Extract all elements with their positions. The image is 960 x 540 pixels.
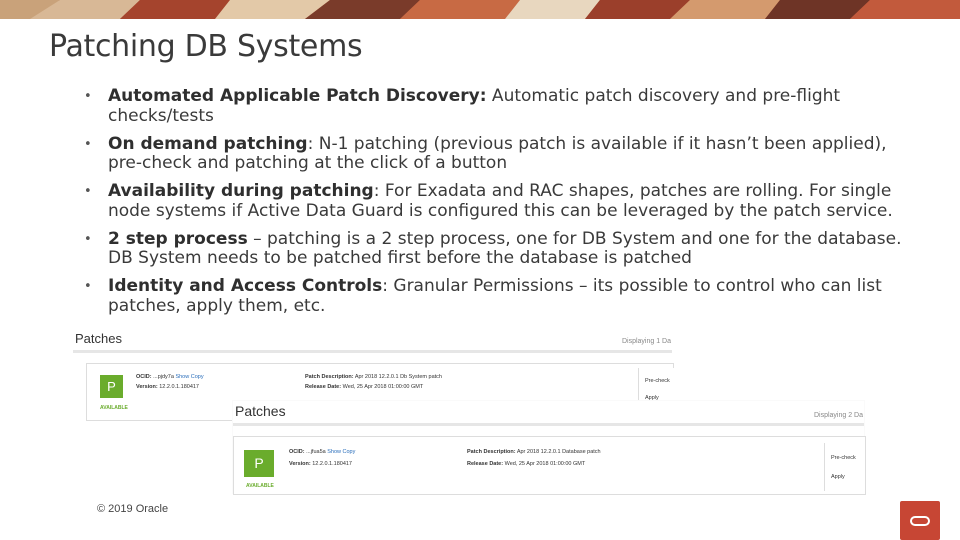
page-title: Patching DB Systems (49, 29, 363, 64)
bullet-item (84, 230, 914, 269)
apply-action[interactable]: Apply (645, 395, 659, 401)
version-line (136, 384, 199, 390)
patches-screenshot-database (233, 401, 864, 493)
bullet-text: : Granular Permissions – its possible to control who can list patches, apply them, etc. (108, 276, 882, 316)
ocid-line (289, 449, 355, 455)
bullet-dot-icon: • (84, 89, 92, 104)
show-link[interactable]: Show (175, 374, 190, 380)
bullet-term: 2 step process (108, 228, 248, 249)
bullet-text: : For Exadata and RAC shapes, patches are rolling. For single node systems if Active Data Guard is configured this can be leveraged by the patch service. (108, 181, 893, 221)
patch-avatar: P (100, 375, 123, 398)
description-label: Patch Description: (467, 449, 516, 455)
patches-header: Patches (75, 331, 122, 346)
decorative-banner (0, 0, 960, 19)
patches-header: Patches (235, 403, 286, 419)
version-label: Version: (136, 384, 158, 390)
patch-row (233, 436, 866, 495)
ocid-label: OCID: (136, 374, 152, 380)
actions-menu (824, 443, 865, 491)
bullet-text: Automatic patch discovery and pre-flight checks/tests (108, 86, 841, 126)
status-available: AVAILABLE (246, 483, 274, 489)
release-label: Release Date: (305, 384, 342, 390)
oracle-logo-icon (900, 501, 940, 540)
precheck-action[interactable]: Pre-check (831, 455, 856, 461)
description-line (305, 374, 442, 380)
apply-action[interactable]: Apply (831, 474, 845, 480)
table-header-band (233, 423, 864, 426)
bullet-term: On demand patching (108, 133, 308, 154)
bullet-dot-icon: • (84, 136, 92, 152)
show-link[interactable]: Show (327, 449, 341, 455)
bullet-item (84, 135, 914, 174)
release-label: Release Date: (467, 461, 504, 467)
bullet-item (84, 277, 914, 316)
bullet-list (84, 87, 914, 325)
release-value: Wed, 25 Apr 2018 01:00:00 GMT (504, 461, 586, 467)
bullet-dot-icon: • (84, 231, 92, 247)
bullet-term: Availability during patching (108, 181, 374, 201)
description-line (467, 449, 601, 455)
precheck-action[interactable]: Pre-check (645, 378, 670, 384)
description-label: Patch Description: (305, 374, 354, 380)
copy-link[interactable]: Copy (190, 374, 204, 380)
bullet-dot-icon: • (84, 184, 92, 199)
copy-link[interactable]: Copy (342, 449, 356, 455)
ocid-value: ...pjdy7a (153, 374, 174, 380)
bullet-term: Identity and Access Controls (108, 276, 383, 296)
displaying-count: Displaying 1 Da (621, 338, 671, 345)
release-line (467, 461, 585, 467)
bullet-text: – patching is a 2 step process, one for DB System and one for the database. DB System needs to be patched first before the database is patched (108, 228, 902, 268)
bullet-item (84, 182, 914, 221)
version-label: Version: (289, 461, 311, 467)
status-available: AVAILABLE (100, 405, 128, 411)
ocid-line (136, 374, 204, 380)
release-value: Wed, 25 Apr 2018 01:00:00 GMT (342, 384, 424, 390)
bullet-dot-icon: • (84, 279, 92, 294)
copyright-footer: © 2019 Oracle (97, 503, 169, 515)
bullet-term: Automated Applicable Patch Discovery: (108, 86, 487, 106)
table-header-band (73, 350, 672, 353)
description-value: Apr 2018 12.2.0.1 Database patch (516, 449, 601, 455)
description-value: Apr 2018 12.2.0.1 Db System patch (354, 374, 442, 380)
version-line (289, 461, 352, 467)
bullet-text: : N-1 patching (previous patch is available if it hasn’t been applied), pre-check and patching at the click of a button (108, 133, 887, 173)
ocid-value: ...jfua5a (306, 449, 326, 455)
oracle-ring-shape (910, 516, 930, 526)
version-value: 12.2.0.1.180417 (159, 384, 199, 390)
ocid-label: OCID: (289, 449, 305, 455)
version-value: 12.2.0.1.180417 (312, 461, 352, 467)
bullet-item (84, 87, 914, 126)
displaying-count: Displaying 2 Da (813, 412, 863, 419)
release-line (305, 384, 423, 390)
patch-avatar: P (244, 450, 274, 477)
